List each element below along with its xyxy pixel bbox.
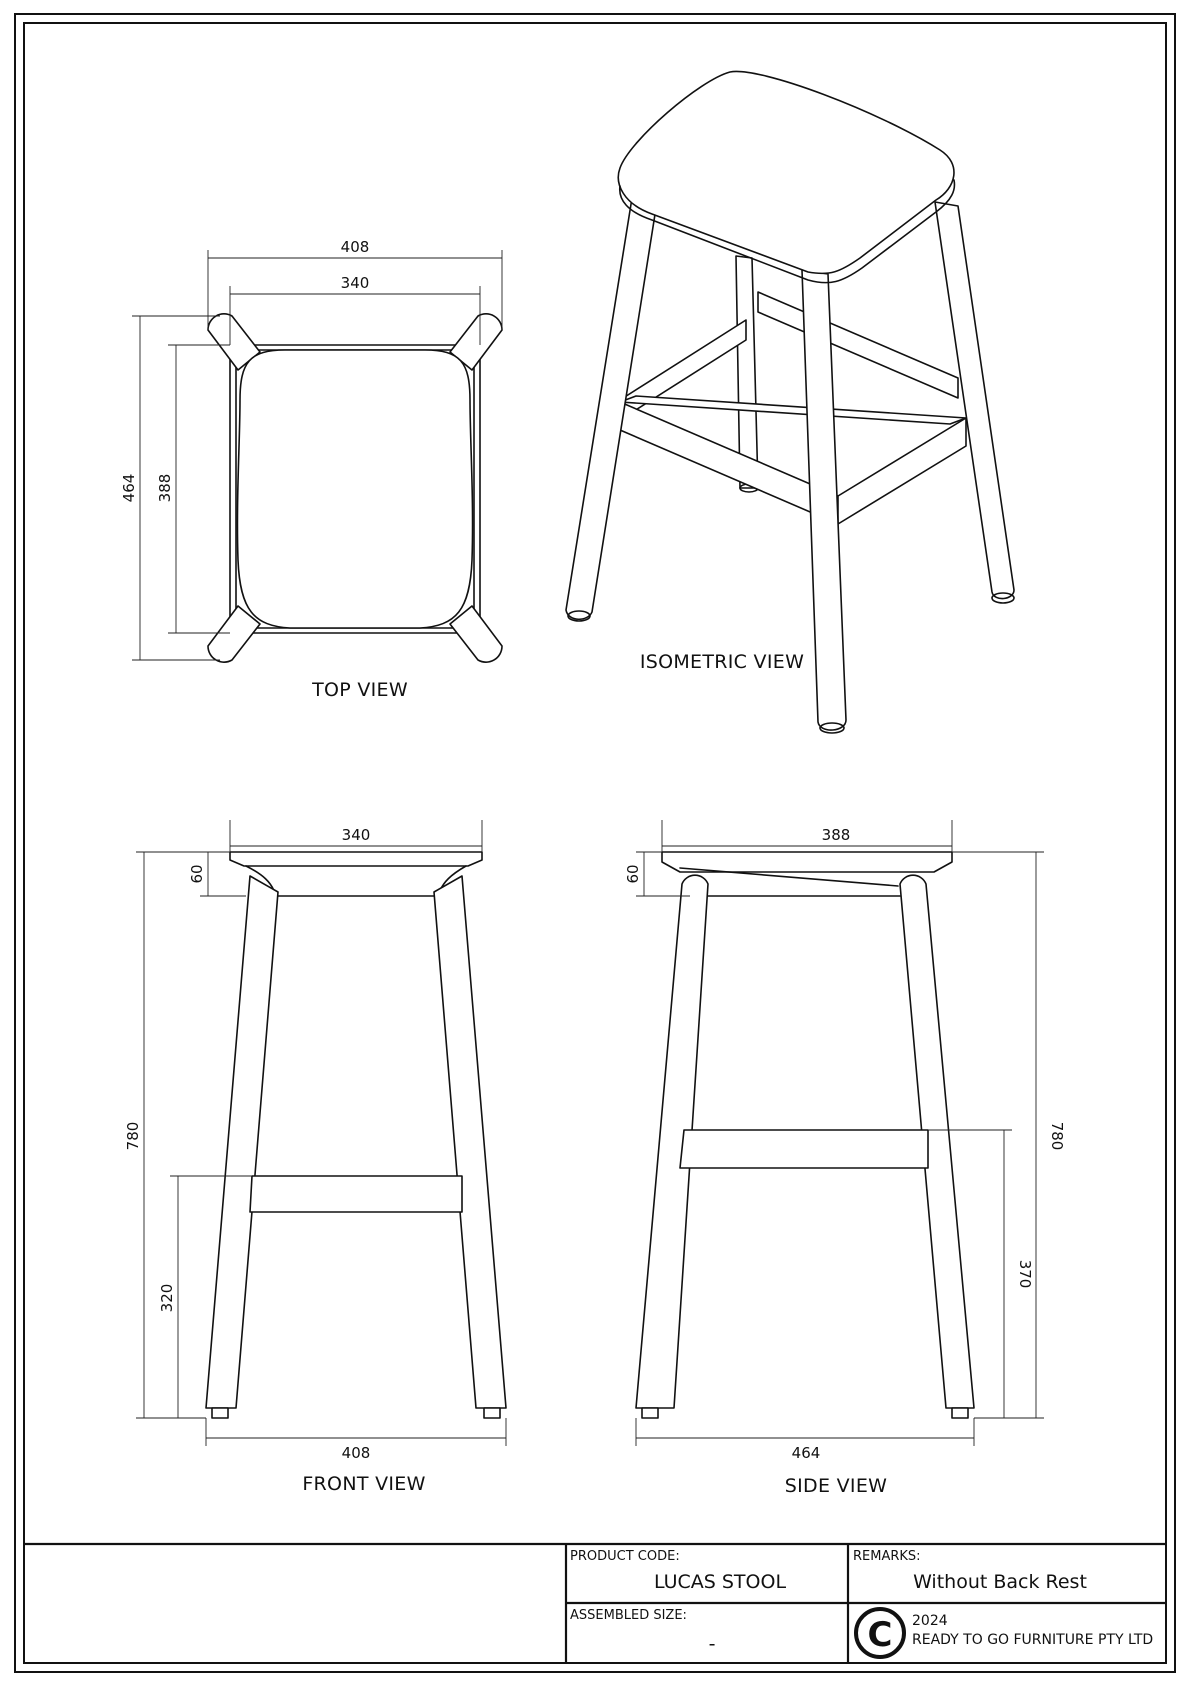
top-inner-width-label: 340	[340, 274, 370, 292]
product-code-label: PRODUCT CODE:	[570, 1549, 680, 1564]
top-view-label: TOP VIEW	[312, 679, 408, 701]
isometric-seat	[618, 71, 954, 273]
side-view-drawing	[636, 852, 974, 1418]
top-outer-width-label: 408	[340, 238, 370, 256]
top-inner-depth-label: 388	[156, 473, 174, 503]
side-top-width-label: 388	[821, 826, 851, 844]
remarks-value: Without Back Rest	[913, 1571, 1087, 1593]
company-name: READY TO GO FURNITURE PTY LTD	[912, 1632, 1154, 1648]
svg-text:C: C	[867, 1615, 893, 1655]
side-view-label: SIDE VIEW	[784, 1475, 888, 1497]
remarks-label: REMARKS:	[853, 1549, 921, 1564]
front-bottom-width-label: 408	[341, 1444, 371, 1462]
isometric-view-drawing	[566, 71, 1014, 733]
front-top-width-label: 340	[341, 826, 371, 844]
product-code-value: LUCAS STOOL	[653, 1571, 787, 1593]
front-view-label: FRONT VIEW	[302, 1473, 426, 1495]
front-overall-height-label: 780	[124, 1121, 142, 1151]
front-view-drawing	[206, 852, 506, 1418]
side-view-seat	[662, 852, 952, 872]
side-overall-height-label: 780	[1048, 1121, 1066, 1151]
copyright-year: 2024	[912, 1613, 948, 1629]
side-bottom-width-label: 464	[791, 1444, 821, 1462]
front-seat-thickness-label: 60	[188, 864, 206, 884]
copyright-icon	[856, 1609, 904, 1657]
assembled-size-label: ASSEMBLED SIZE:	[570, 1608, 687, 1623]
drawing-border	[15, 14, 1175, 1672]
front-rail-height-label: 320	[158, 1283, 176, 1313]
side-rail-height-label: 370	[1016, 1259, 1034, 1289]
assembled-size-value: -	[708, 1633, 716, 1655]
top-view-drawing	[208, 314, 502, 662]
isometric-view-label: ISOMETRIC VIEW	[639, 651, 805, 673]
top-view-seat	[237, 350, 472, 628]
top-outer-depth-label: 464	[120, 473, 138, 503]
side-seat-thickness-label: 60	[624, 864, 642, 884]
front-view-seat	[230, 852, 482, 866]
